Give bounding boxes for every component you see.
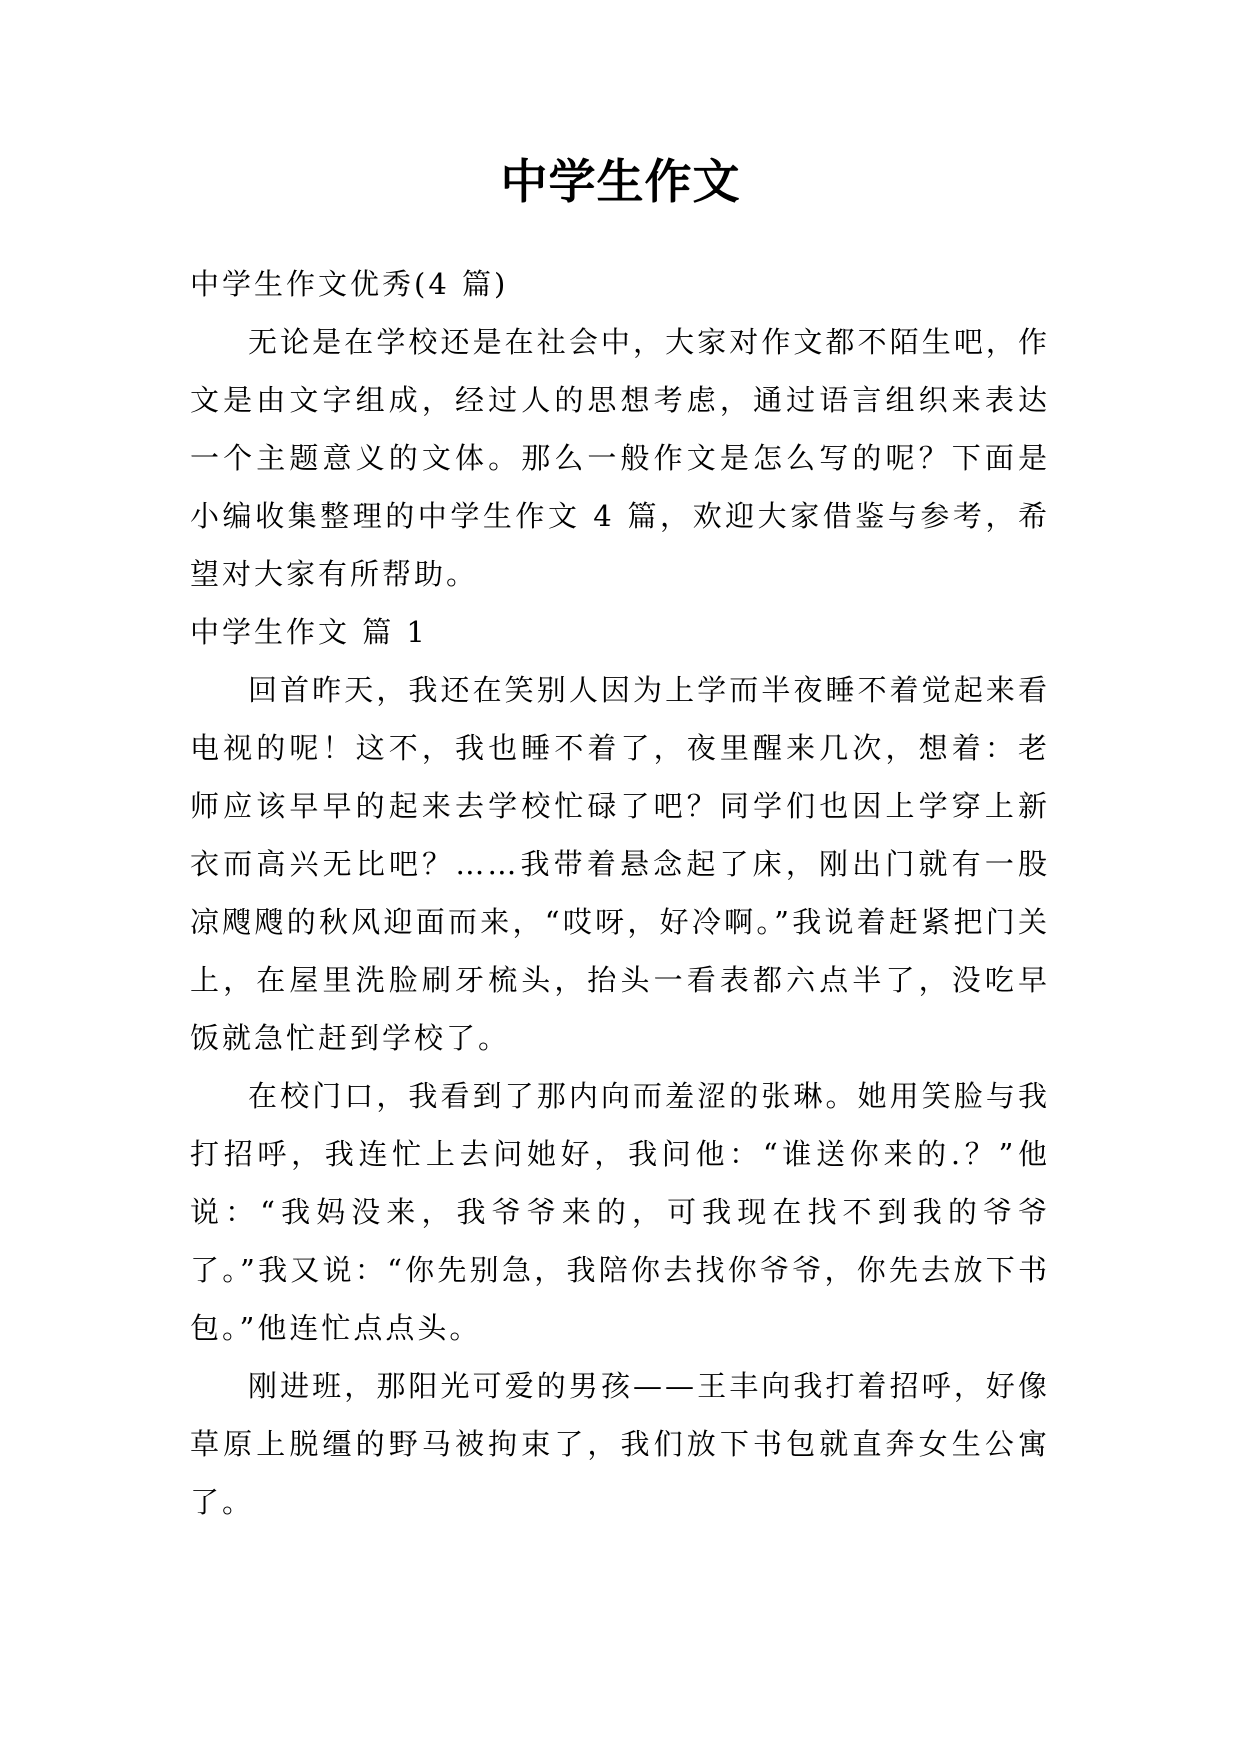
document-body <box>190 255 1050 1531</box>
document-title: 中学生作文 <box>500 155 741 210</box>
section-heading: 中学生作文 篇 1 <box>190 615 428 649</box>
intro-paragraph: 无论是在学校还是在社会中，大家对作文都不陌生吧，作文是由文字组成，经过人的思想考虑，通过语言组织来表达一个主题意义的文体。那么一般作文是怎么写的呢？下面是小编收集整理的中学生作文 4 篇，欢迎大家借鉴与参考，希望对大家有所帮助。 <box>190 325 1050 591</box>
body-paragraph: 刚进班，那阳光可爱的男孩——王丰向我打着招呼，好像草原上脱缰的野马被拘束了，我们放下书包就直奔女生公寓了。 <box>190 1369 1050 1519</box>
body-paragraph: 回首昨天，我还在笑别人因为上学而半夜睡不着觉起来看电视的呢！这不，我也睡不着了，夜里醒来几次，想着：老师应该早早的起来去学校忙碌了吧？同学们也因上学穿上新衣而高兴无比吧？……我带着悬念起了床，刚出门就有一股凉飕飕的秋风迎面而来，“哎呀，好冷啊。”我说着赶紧把门关上，在屋里洗脸刷牙梳头，抬头一看表都六点半了，没吃早饭就急忙赶到学校了。 <box>190 673 1050 1055</box>
body-paragraph: 在校门口，我看到了那内向而羞涩的张琳。她用笑脸与我打招呼，我连忙上去问她好，我问他：“谁送你来的.？”他说：“我妈没来，我爷爷来的，可我现在找不到我的爷爷了。”我又说：“你先别急，我陪你去找你爷爷，你先去放下书包。”他连忙点点头。 <box>190 1079 1050 1345</box>
collection-subtitle: 中学生作文优秀(4 篇) <box>190 267 509 301</box>
